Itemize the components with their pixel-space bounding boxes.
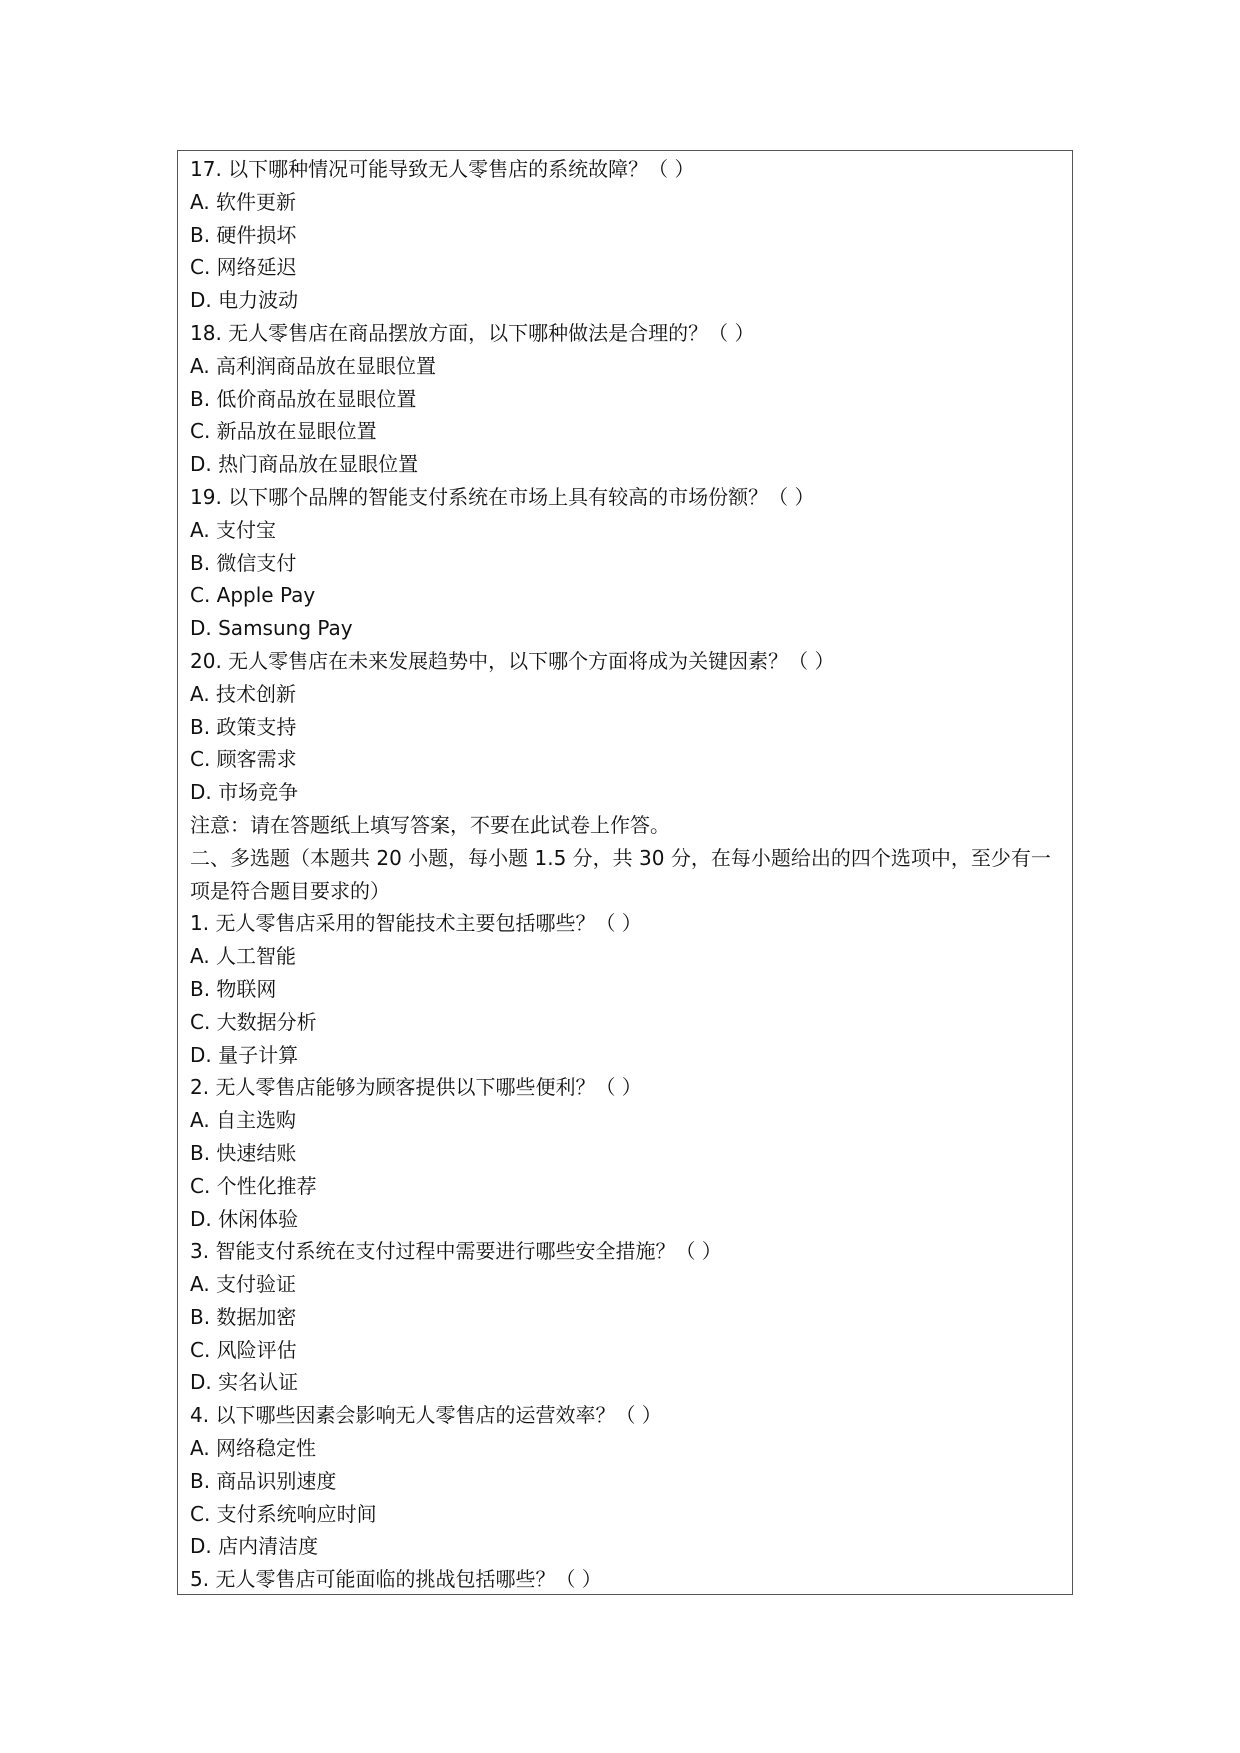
question-stem: 1. 无人零售店采用的智能技术主要包括哪些？（ ） [190, 911, 642, 936]
answer-option: C. 风险评估 [190, 1337, 297, 1362]
answer-option: D. 店内清洁度 [190, 1534, 319, 1559]
answer-option: B. 硬件损坏 [190, 222, 297, 247]
answer-option: A. 软件更新 [190, 189, 297, 214]
answer-option: B. 微信支付 [190, 550, 297, 575]
answer-option: B. 商品识别速度 [190, 1468, 337, 1493]
answer-option: C. 网络延迟 [190, 255, 297, 280]
answer-option: D. 市场竞争 [190, 780, 299, 805]
answer-option: A. 支付宝 [190, 517, 277, 542]
answer-option: A. 网络稳定性 [190, 1436, 317, 1461]
answer-option: A. 高利润商品放在显眼位置 [190, 353, 437, 378]
answer-option: B. 数据加密 [190, 1304, 297, 1329]
answer-option: A. 自主选购 [190, 1108, 297, 1133]
answer-option: C. 大数据分析 [190, 1009, 317, 1034]
answer-option: B. 政策支持 [190, 714, 297, 739]
answer-option: B. 快速结账 [190, 1140, 297, 1165]
answer-option: A. 技术创新 [190, 681, 297, 706]
question-stem: 19. 以下哪个品牌的智能支付系统在市场上具有较高的市场份额？（ ） [190, 484, 815, 509]
instruction-note: 注意：请在答题纸上填写答案，不要在此试卷上作答。 [190, 812, 670, 837]
question-stem: 2. 无人零售店能够为顾客提供以下哪些便利？（ ） [190, 1075, 642, 1100]
answer-option: D. Samsung Pay [190, 616, 353, 641]
question-stem: 20. 无人零售店在未来发展趋势中，以下哪个方面将成为关键因素？（ ） [190, 648, 835, 673]
answer-option: C. 顾客需求 [190, 747, 297, 772]
answer-option: A. 支付验证 [190, 1272, 297, 1297]
question-stem: 5. 无人零售店可能面临的挑战包括哪些？（ ） [190, 1567, 602, 1592]
answer-option: C. 支付系统响应时间 [190, 1501, 377, 1526]
answer-option: D. 实名认证 [190, 1370, 299, 1395]
answer-option: D. 电力波动 [190, 288, 299, 313]
question-stem: 3. 智能支付系统在支付过程中需要进行哪些安全措施？（ ） [190, 1239, 722, 1264]
answer-option: B. 物联网 [190, 976, 277, 1001]
answer-option: C. Apple Pay [190, 583, 316, 608]
answer-option: A. 人工智能 [190, 944, 297, 969]
answer-option: C. 新品放在显眼位置 [190, 419, 377, 444]
section-heading: 二、多选题（本题共 20 小题，每小题 1.5 分，共 30 分，在每小题给出的四个选项中，至少有一项是符合题目要求的） [190, 845, 1051, 903]
question-stem: 17. 以下哪种情况可能导致无人零售店的系统故障？（ ） [190, 157, 695, 181]
answer-option: C. 个性化推荐 [190, 1173, 317, 1198]
answer-option: D. 休闲体验 [190, 1206, 299, 1231]
question-stem: 18. 无人零售店在商品摆放方面，以下哪种做法是合理的？（ ） [190, 320, 755, 345]
answer-option: D. 热门商品放在显眼位置 [190, 452, 419, 477]
question-stem: 4. 以下哪些因素会影响无人零售店的运营效率？（ ） [190, 1403, 662, 1428]
answer-option: D. 量子计算 [190, 1042, 299, 1067]
answer-option: B. 低价商品放在显眼位置 [190, 386, 417, 411]
exam-content [190, 153, 1065, 1596]
